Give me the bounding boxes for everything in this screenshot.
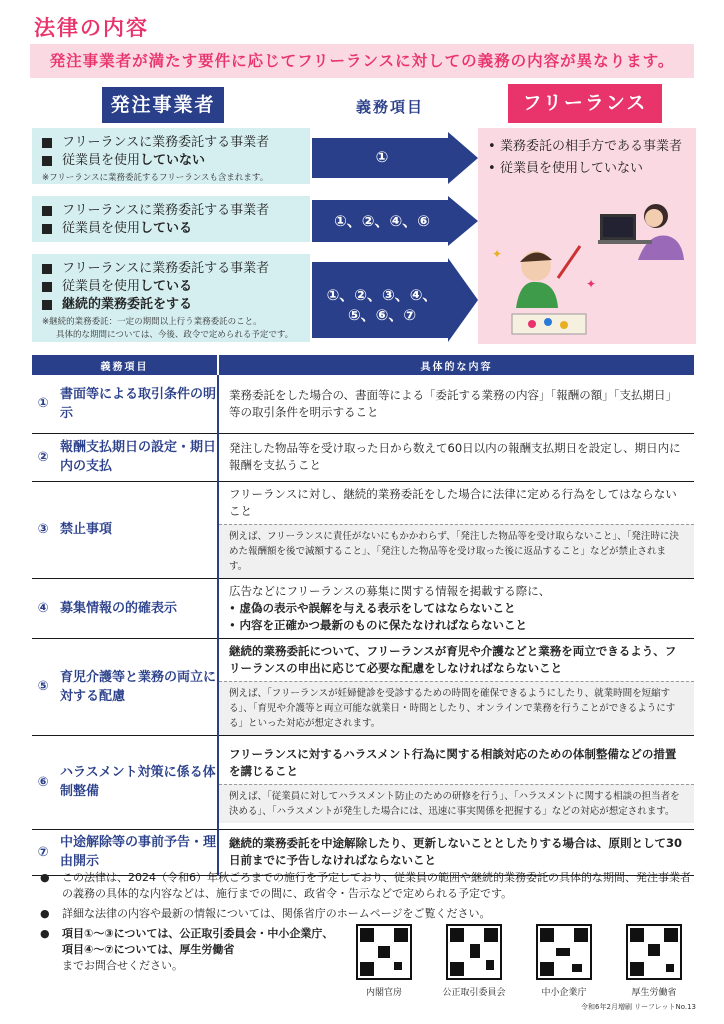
qr-code[interactable] [536,924,592,980]
qr-code[interactable] [446,924,502,980]
arrow-1: ① [312,132,478,184]
table-row: ① 書面等による取引条件の明示 業務委託をした場合の、書面等による「委託する業務の内容」「報酬の額」「支払期日」等の取引条件を明示すること [32,375,694,433]
qr-label: 厚生労働省 [631,988,677,998]
case-box-3: フリーランスに業務委託する事業者 従業員を使用 している 継続的業務委託をする ※継続的業務委託：一定の期間以上行う業務委託のこと。 具体的な期間については、今後、政令で定められる予定です。 [32,254,310,342]
artist-illustration [492,238,602,336]
issue-note: 令和6年2月増刷 リーフレットNo.13 [581,1003,696,1011]
table-row: ⑦ 中途解除等の事前予告・理由開示 継続的業務委託を中途解除したり、更新しないこととしたりする場合は、原則として30日前までに予告しなければならないこと [32,829,694,875]
arrow-2: ①、②、④、⑥ [312,196,478,246]
qr-label: 内閣官房 [365,988,402,998]
qr-code[interactable] [356,924,412,980]
table-col-duty: 義務項目 [32,355,218,375]
freelance-box: • 業務委託の相手方である事業者 • 従業員を使用していない ✦ ✦ [478,128,696,344]
table-row: ② 報酬支払期日の設定・期日内の支払 発注した物品等を受け取った日から数えて60日以内の報酬支払期日を設定し、期日内に報酬を支払うこと [32,433,694,481]
svg-text:✦: ✦ [492,247,503,261]
qr-label: 公正取引委員会 [442,988,506,998]
arrow-3: ①、②、③、④、 ⑤、⑥、⑦ [312,258,478,342]
laptop-person-illustration [598,200,688,270]
summary-banner: 発注事業者が満たす要件に応じてフリーランスに対しての義務の内容が異なります。 [30,44,694,78]
table-row: ③ 禁止事項 フリーランスに対し、継続的業務委託をした場合に法律に定める行為をしてはならないこと 例えば、フリーランスに責任がないにもかかわらず、「発注した物品等を受け取らないこと」、「発注時に決めた報酬額を後で減額すること」、「発注した物品等を受け取った後に返品すること」などが禁止されます。 [32,481,694,578]
footer-notes: ● この法律は、2024（令和6）年秋ごろまでの施行を予定しており、従業員の範囲や継続的業務委託の具体的な期間、発注事業者の義務の具体的な内容などは、施行までの間に、政省令・告示などで定められる予定です。 ● 詳細な法律の内容や最新の情報については、関係省庁のホームページをご覧ください。 ● 項目①～③については、公正取引委員会・中小企業庁、 項目④～⑦については、厚生労働省 までお問合せください。 [40,871,691,972]
case-box-1: フリーランスに業務委託する事業者 従業員を使用 していない ※フリーランスに業務委託するフリーランスも含まれます。 [32,128,310,184]
table-row: ④ 募集情報の的確表示 広告などにフリーランスの募集に関する情報を掲載する際に、 • 虚偽の表示や誤解を与える表示をしてはならないこと • 内容を正確かつ最新のものに保たなければならないこと [32,578,694,638]
freelance-header: フリーランス [508,84,662,123]
qr-code[interactable] [626,924,682,980]
duties-header: 義務項目 [355,98,424,116]
client-header: 発注事業者 [102,87,224,123]
table-col-detail: 具体的な内容 [218,355,694,375]
qr-label: 中小企業庁 [541,988,587,998]
duties-table [32,355,694,876]
case-box-2: フリーランスに業務委託する事業者 従業員を使用 している [32,196,310,242]
table-row: ⑤ 育児介護等と業務の両立に対する配慮 継続的業務委託について、フリーランスが育児や介護などと業務を両立できるよう、フリーランスの申出に応じて必要な配慮をしなければならないこと 例えば、「フリーランスが妊婦健診を受診するための時間を確保できるようにしたり、就業時間を短縮する」、「育児や介護等と両立可能な就業日・時間としたり、オンラインで業務を行うことができるようにする」といった対応が想定されます。 [32,638,694,735]
table-row: ⑥ ハラスメント対策に係る体制整備 フリーランスに対するハラスメント行為に関する相談対応のための体制整備などの措置を講じること 例えば、「従業員に対してハラスメント防止のための研修を行う」、「ハラスメントに関する相談の担当者を決める」、「ハラスメントが発生した場合には、迅速に事実関係を把握する」などの対応が想定されます。 [32,735,694,829]
svg-text:✦: ✦ [586,277,597,291]
page-title: 法律の内容 [34,16,149,40]
